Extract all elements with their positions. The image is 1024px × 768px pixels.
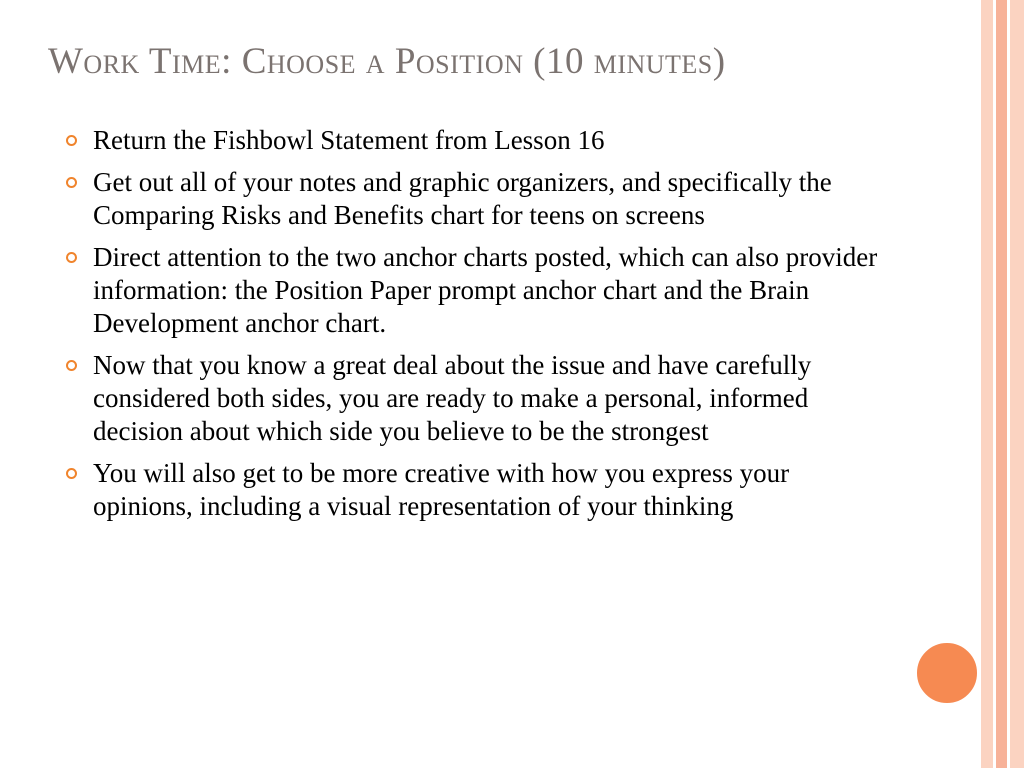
bullet-item (64, 124, 884, 157)
decorative-stripe-light (981, 0, 993, 768)
bullet-item (64, 457, 884, 523)
bullet-item (64, 349, 884, 448)
bullet-text: You will also get to be more creative with how you express your opinions, including a visual representation of your thinking (93, 458, 790, 521)
bullet-text: Return the Fishbowl Statement from Lesson 16 (93, 125, 605, 155)
orange-circle-icon (914, 640, 980, 706)
decorative-stripe-dark (996, 0, 1007, 768)
bullet-text: Get out all of your notes and graphic organizers, and specifically the Comparing Risks and Benefits chart for teens on screens (93, 167, 832, 230)
bullet-marker-icon (66, 468, 77, 479)
decorative-stripe-edge (1010, 0, 1024, 768)
bullet-item (64, 166, 884, 232)
bullet-marker-icon (66, 135, 77, 146)
bullet-list (64, 124, 884, 532)
bullet-text: Now that you know a great deal about the issue and have carefully considered both sides, you are ready to make a personal, informed decision about which side you believe to be the strongest (93, 350, 812, 446)
slide-title: Work Time: Choose a Position (10 minutes) (48, 41, 726, 82)
bullet-marker-icon (66, 360, 77, 371)
bullet-item (64, 241, 884, 340)
bullet-marker-icon (66, 252, 77, 263)
bullet-marker-icon (66, 177, 77, 188)
bullet-text: Direct attention to the two anchor charts posted, which can also provider information: the Position Paper prompt anchor chart and the Brain Development anchor chart. (93, 242, 878, 338)
